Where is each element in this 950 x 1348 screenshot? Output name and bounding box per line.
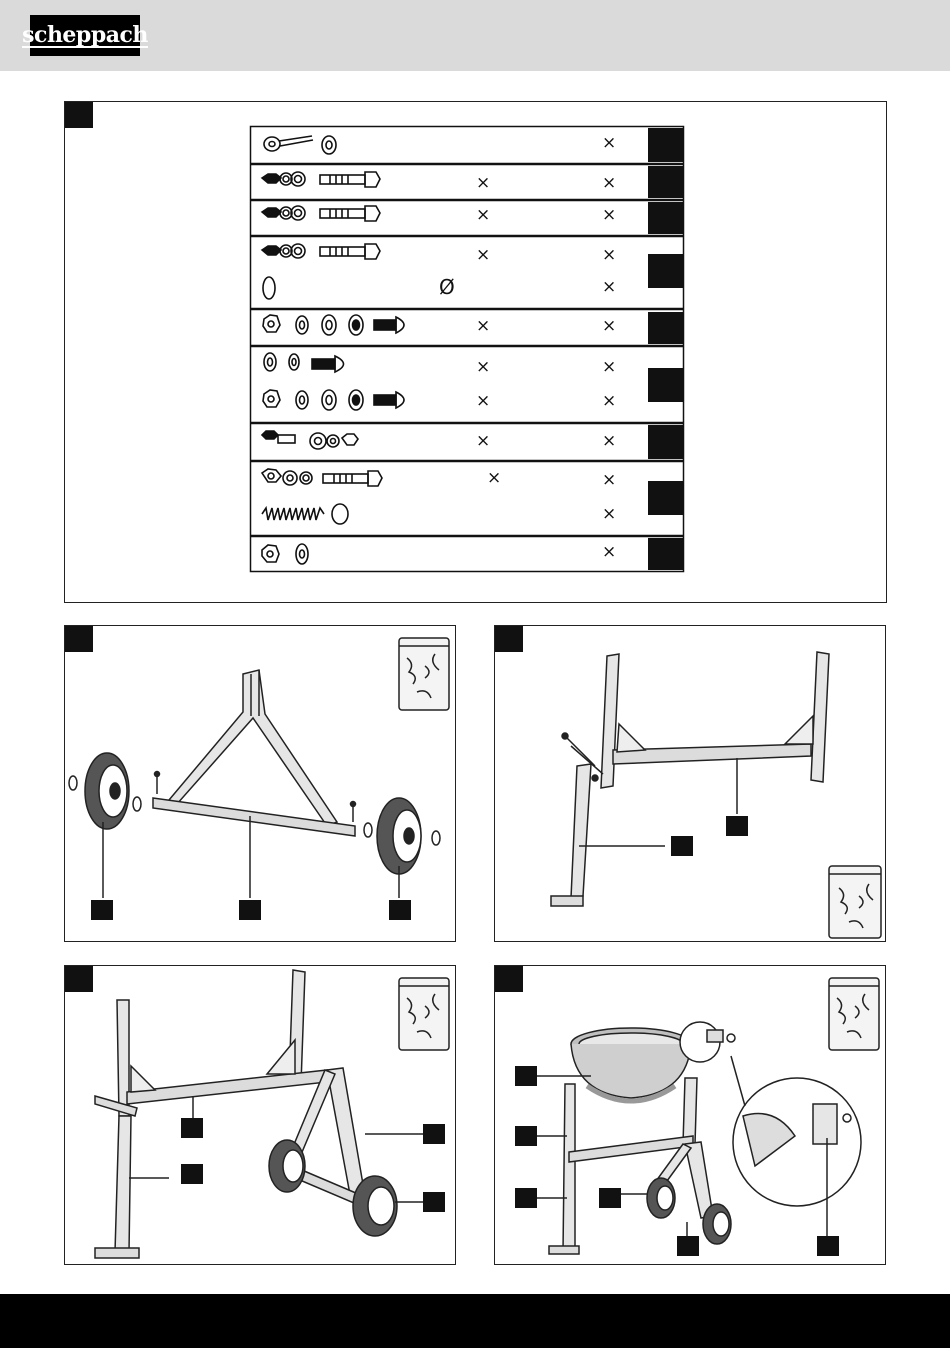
header-bar [0, 0, 950, 71]
size-multiplier: × [476, 205, 491, 225]
step-frame-assembly-panel [494, 625, 886, 942]
step-drum-mounting-panel [494, 965, 886, 1265]
size-multiplier: × [476, 245, 491, 265]
frame-assembly-illustration [495, 626, 887, 943]
quantity-multiplier: × [602, 431, 617, 451]
size-multiplier: × [487, 468, 502, 488]
quantity-multiplier: × [602, 205, 617, 225]
size-multiplier: × [476, 173, 491, 193]
size-multiplier: × [476, 316, 491, 336]
step-number-badge [65, 102, 93, 128]
wheel-assembly-illustration [65, 626, 457, 943]
size-multiplier: × [476, 391, 491, 411]
size-multiplier: × [476, 357, 491, 377]
quantity-multiplier: × [602, 504, 617, 524]
diameter-symbol: Ø [439, 275, 455, 299]
quantity-multiplier: × [602, 542, 617, 562]
parts-table-grid [250, 126, 684, 572]
quantity-multiplier: × [602, 470, 617, 490]
step-wheel-assembly-panel [64, 625, 456, 942]
quantity-multiplier: × [602, 277, 617, 297]
quantity-multiplier: × [602, 316, 617, 336]
quantity-multiplier: × [602, 357, 617, 377]
footer-bar [0, 1294, 950, 1348]
stand-assembly-illustration [65, 966, 457, 1266]
parts-table [250, 126, 684, 572]
step-stand-assembly-panel [64, 965, 456, 1265]
drum-mounting-illustration [495, 966, 887, 1266]
brand-logo: scheppach [30, 15, 140, 56]
quantity-multiplier: × [602, 245, 617, 265]
quantity-multiplier: × [602, 391, 617, 411]
size-multiplier: × [476, 431, 491, 451]
quantity-multiplier: × [602, 133, 617, 153]
quantity-multiplier: × [602, 173, 617, 193]
